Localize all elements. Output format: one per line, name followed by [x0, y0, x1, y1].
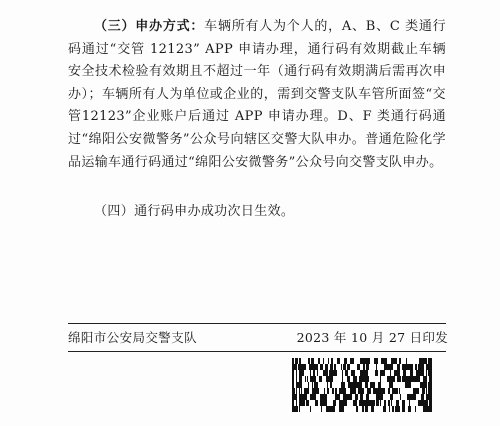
section-4-heading: （四） — [94, 204, 135, 219]
footer-bottom-rule — [68, 351, 446, 352]
footer-date: 2023 年 10 月 27 日印发 — [296, 330, 448, 345]
section-3-paragraph — [68, 16, 446, 174]
barcode-image — [292, 358, 432, 412]
section-3-heading: （三）申办方式： — [94, 19, 205, 34]
section-4-paragraph — [68, 201, 446, 224]
section-4-body: 通行码申办成功次日生效。 — [134, 204, 295, 219]
footer-issuer: 绵阳市公安局交警支队 — [68, 330, 198, 345]
footer-top-rule — [68, 323, 446, 324]
section-3-body: 车辆所有人为个人的，A、B、C 类通行码通过“交管 12123” APP 申请办理，通行码有效期截止车辆安全技术检验有效期且不超过一年（通行码有效期满后需再次申办）；车辆所有人为单位或企业的，需到交警支队车管所面签“交管12123”企业账户后通过 APP 申请办理。D、F 类通行码通过“绵阳公安微警务”公众号向辖区交警大队申办。普通危险化学品运输车通行码通过“绵阳公安微警务”公众号向交警支队申办。 — [68, 19, 446, 170]
